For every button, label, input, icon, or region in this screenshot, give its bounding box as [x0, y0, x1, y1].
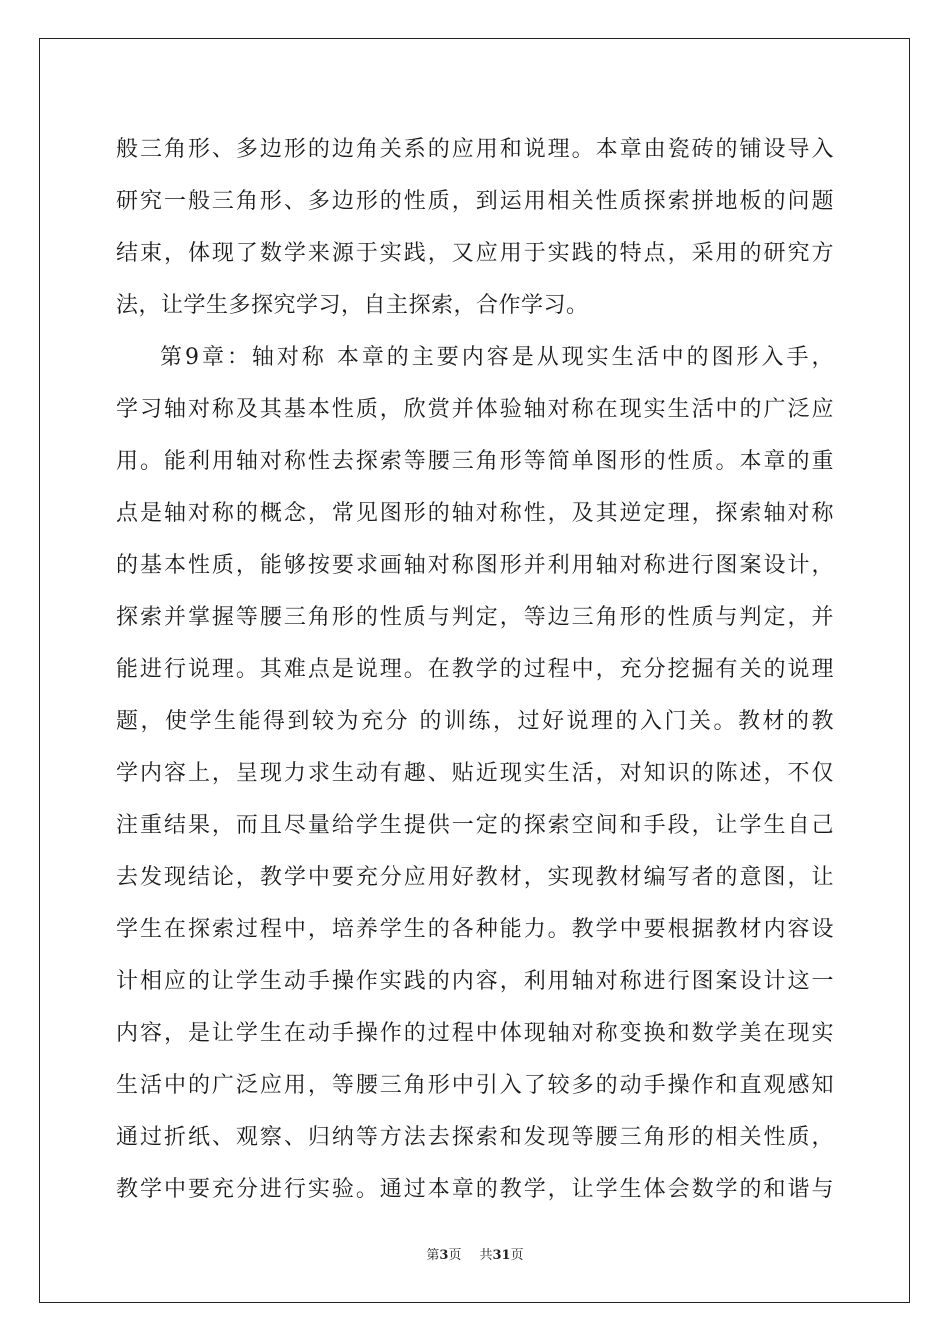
text-line: 点是轴对称的概念，常见图形的轴对称性，及其逆定理，探索轴对称	[116, 501, 834, 526]
text-line: 学习轴对称及其基本性质，欣赏并体验轴对称在现实生活中的广泛应	[116, 397, 834, 422]
page-prefix: 第	[426, 1248, 440, 1263]
text-line: 学内容上，呈现力求生动有趣、贴近现实生活，对知识的陈述，不仅	[116, 761, 834, 786]
text-line: 计相应的让学生动手操作实践的内容，利用轴对称进行图案设计这一	[116, 969, 834, 994]
text-line: 注重结果，而且尽量给学生提供一定的探索空间和手段，让学生自己	[116, 813, 834, 838]
text-line: 般三角形、多边形的边角关系的应用和说理。本章由瓷砖的铺设导入	[116, 137, 834, 162]
text-line: 教学中要充分进行实验。通过本章的教学，让学生体会数学的和谐与	[116, 1177, 834, 1202]
text-line: 能进行说理。其难点是说理。在教学的过程中，充分挖掘有关的说理	[116, 657, 834, 682]
chapter-9-heading-line: 第9章：轴对称 本章的主要内容是从现实生活中的图形入手，	[160, 345, 834, 370]
text-line: 去发现结论，教学中要充分应用好教材，实现教材编写者的意图，让	[116, 865, 834, 890]
total-pages: 31	[492, 1248, 511, 1263]
text-line: 学生在探索过程中，培养学生的各种能力。教学中要根据教材内容设	[116, 917, 834, 942]
text-line: 用。能利用轴对称性去探索等腰三角形等简单图形的性质。本章的重	[116, 449, 834, 474]
total-suffix: 页	[510, 1248, 524, 1263]
page-suffix: 页	[448, 1248, 462, 1263]
text-line: 生活中的广泛应用，等腰三角形中引入了较多的动手操作和直观感知	[116, 1073, 834, 1098]
text-line: 通过折纸、观察、归纳等方法去探索和发现等腰三角形的相关性质，	[116, 1125, 834, 1150]
page-number: 3	[439, 1248, 449, 1263]
text-line: 探索并掌握等腰三角形的性质与判定，等边三角形的性质与判定，并	[116, 605, 834, 630]
document-body	[116, 128, 834, 1220]
text-line: 的基本性质，能够按要求画轴对称图形并利用轴对称进行图案设计，	[116, 553, 834, 578]
text-line: 内容，是让学生在动手操作的过程中体现轴对称变换和数学美在现实	[116, 1021, 834, 1046]
text-line: 结束，体现了数学来源于实践，又应用于实践的特点，采用的研究方	[116, 241, 834, 266]
page-footer	[0, 1247, 950, 1265]
text-line: 题，使学生能得到较为充分 的训练，过好说理的入门关。教材的教	[116, 709, 834, 734]
text-line: 法，让学生多探究学习，自主探索，合作学习。	[116, 293, 589, 318]
text-line: 研究一般三角形、多边形的性质，到运用相关性质探索拼地板的问题	[116, 189, 834, 214]
total-prefix: 共	[479, 1248, 493, 1263]
